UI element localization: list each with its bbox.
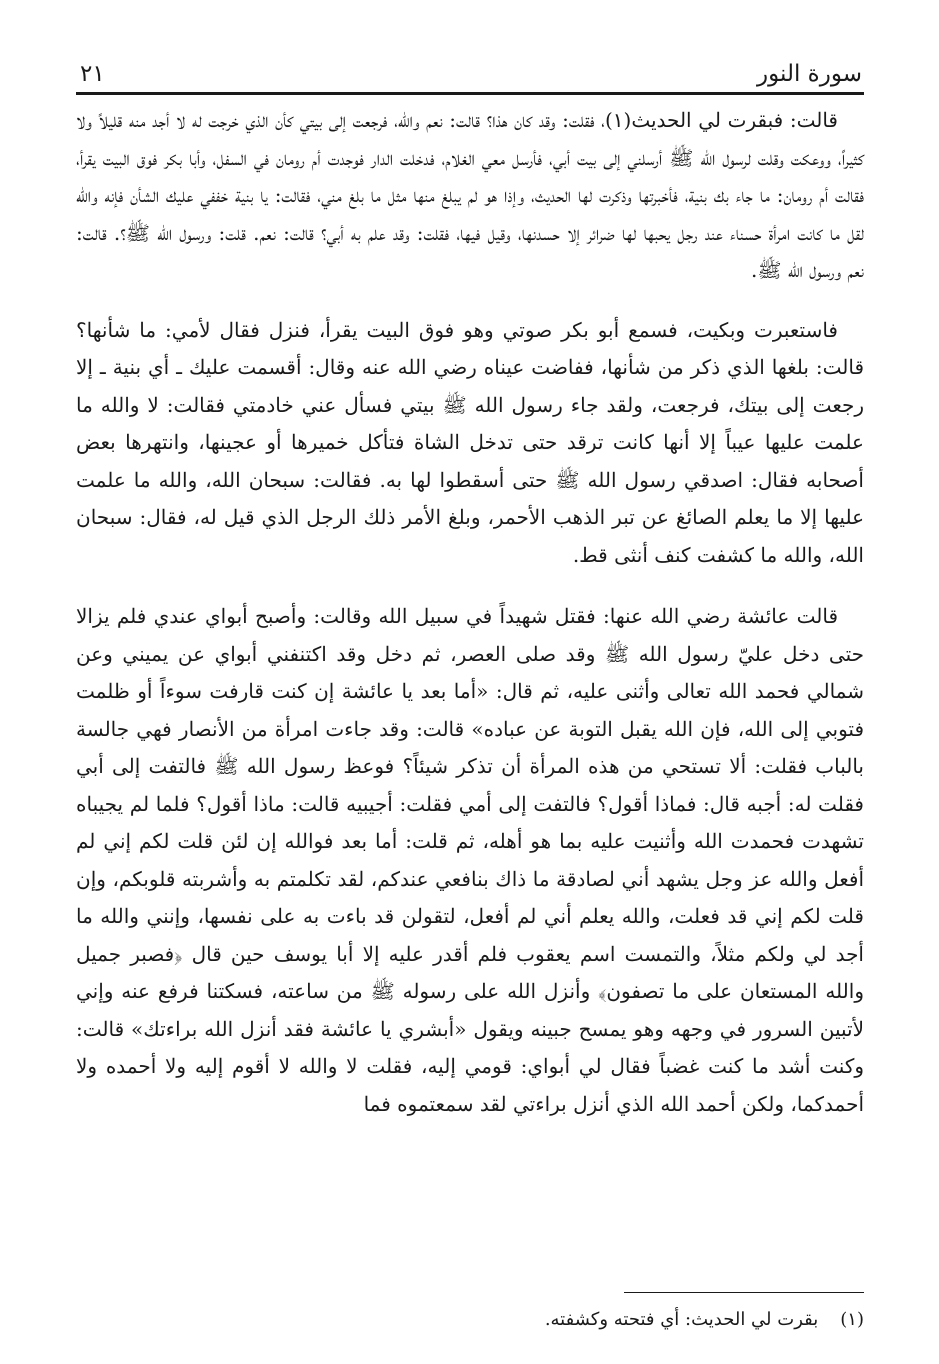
paragraph-3: قالت عائشة رضي الله عنها: فقتل شهيداً في سبيل الله وقالت: وأصبح أبواي عندي فلم يزالا حتى دخل عليّ رسول الله ﷺ وقد صلى العصر، ثم دخل وقد اكتنفني أبواي عن يميني وعن شمالي فحمد الله تعالى وأثنى عليه، ثم قال: «أما بعد يا عائشة إن كنت قارفت سوءاً أو ظلمت فتوبي إلى الله، فإن الله يقبل التوبة عن عباده» قالت: وقد جاءت امرأة من الأنصار فهي جالسة بالباب فقلت: ألا تستحي من هذه المرأة أن تذكر شيئاً؟ فوعظ رسول الله ﷺ فالتفت إلى أبي فقلت له: أجبه قال: فماذا أقول؟ فالتفت إلى أمي فقلت: أجيبيه قالت: ماذا أقول؟ فلما لم يجيباه تشهدت فحمدت الله وأثنيت عليه بما هو أهله، ثم قلت: أما بعد فوالله إن لئن قلت لكم إني لم أفعل والله عز وجل يشهد أني لصادقة ما ذاك بنافعي عندكم، لقد تكلمتم به وأشربته قلوبكم، وإن قلت لكم إني قد فعلت، والله يعلم أني لم أفعل، لتقولن قد باءت به على نفسها، وإنني والله ما أجد لي ولكم مثلاً، والتمست اسم يعقوب فلم أقدر عليه إلا أبا يوسف حين قال ﴿فصبر جميل والله المستعان على ما تصفون﴾ وأنزل الله على رسوله ﷺ من ساعته، فسكتنا فرفع عنه وإني لأتبين السرور في وجهه وهو يمسح جبينه ويقول «أبشري يا عائشة فقد أنزل الله براءتك» قالت: وكنت أشد ما كنت غضباً فقال لي أبواي: قومي إليه، فقلت لا والله لا أقوم إليه ولا أحمده ولا أحمدكما، ولكن أحمد الله الذي أنزل براءتي لقد سمعتموه فما — [76, 604, 864, 1116]
page-number: ٢١ — [80, 61, 105, 87]
paragraph-1: قالت: فبقرت لي الحديث(١)، فقلت: وقد كان هذا؟ قالت: نعم والله، فرجعت إلى بيتي كأن الذي خرجت له لا أجد منه قليلاً ولا كثيراً، ووعكت وقلت لرسول الله ﷺ أرسلني إلى بيت أبي، فأرسل معي الغلام، فدخلت الدار فوجدت أم رومان في السفل، وأبا بكر فوق البيت يقرأ، فقالت أم رومان: ما جاء بك بنية، فأخبرتها وذكرت لها الحديث، وإذا هو لم يبلغ منها مثل ما بلغ مني، فقالت: يا بنية خففي عليك الشأن فإنه والله لقل ما كانت امرأة حسناء عند رجل يحبها لها ضرائر إلا حسدنها، وقيل فيها، فقلت: وقد علم به أبي؟ قالت: نعم. قلت: ورسول الله ﷺ؟. قالت: نعم ورسول الله ﷺ. — [76, 108, 864, 282]
surah-title: سورة النور — [757, 61, 862, 87]
footnote-rule — [624, 1292, 864, 1293]
footnote — [74, 1308, 864, 1332]
footnote-number: (١) — [840, 1309, 864, 1330]
page-header — [80, 56, 862, 94]
header-rule — [76, 92, 864, 95]
paragraph-2: فاستعبرت وبكيت، فسمع أبو بكر صوتي وهو فوق البيت يقرأ، فنزل فقال لأمي: ما شأنها؟ قالت: بلغها الذي ذكر من شأنها، ففاضت عيناه رضي الله عنه وقال: أقسمت عليك ـ أي بنية ـ إلا رجعت إلى بيتك، فرجعت، ولقد جاء رسول الله ﷺ بيتي فسأل عني خادمتي فقالت: لا والله ما علمت عليها عيباً إلا أنها كانت ترقد حتى تدخل الشاة فتأكل خميرها أو عجينها، وانتهرها بعض أصحابه فقال: اصدقي رسول الله ﷺ حتى أسقطوا لها به. فقالت: سبحان الله، والله ما علمت عليها إلا ما يعلم الصائغ عن تبر الذهب الأحمر، وبلغ الأمر ذلك الرجل الذي قيل له، فقال: سبحان الله، والله ما كشفت كنف أنثى قط. — [76, 317, 864, 567]
main-text — [76, 102, 864, 1123]
footnote-text: بقرت لي الحديث: أي فتحته وكشفته. — [544, 1309, 819, 1330]
